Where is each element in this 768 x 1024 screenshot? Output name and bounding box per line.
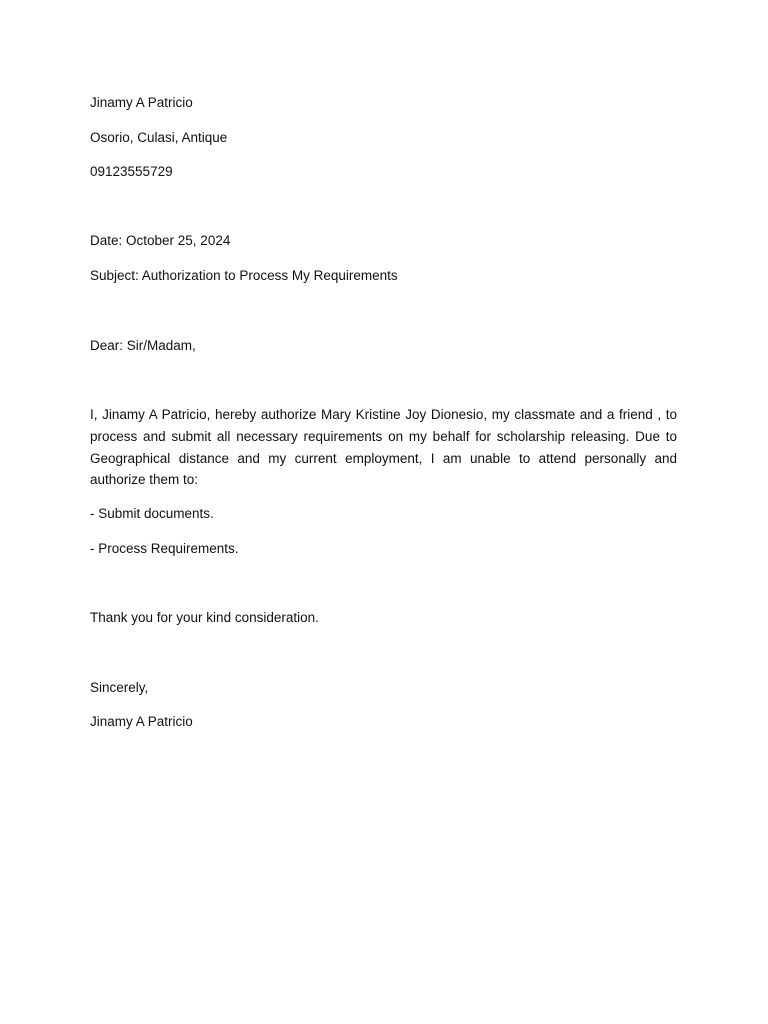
list-item: - Process Requirements.	[90, 541, 239, 556]
list-item: - Submit documents.	[90, 506, 214, 521]
sender-address: Osorio, Culasi, Antique	[90, 130, 228, 145]
letter-closing: Sincerely,	[90, 680, 149, 695]
letter-thanks: Thank you for your kind consideration.	[90, 610, 319, 625]
letter-salutation: Dear: Sir/Madam,	[90, 338, 196, 353]
letter-signature: Jinamy A Patricio	[90, 714, 193, 729]
letter-body-paragraph: I, Jinamy A Patricio, hereby authorize Mary Kristine Joy Dionesio, my classmate and a friend , to process and submit all necessary requirements on my behalf for scholarship releasing. Due to Geographical distance and my current employment, I am unable to attend personally and authorize them to:	[90, 407, 677, 488]
letter-subject: Subject: Authorization to Process My Requirements	[90, 268, 398, 283]
sender-phone: 09123555729	[90, 164, 173, 179]
sender-name: Jinamy A Patricio	[90, 95, 193, 110]
letter-date: Date: October 25, 2024	[90, 233, 231, 248]
